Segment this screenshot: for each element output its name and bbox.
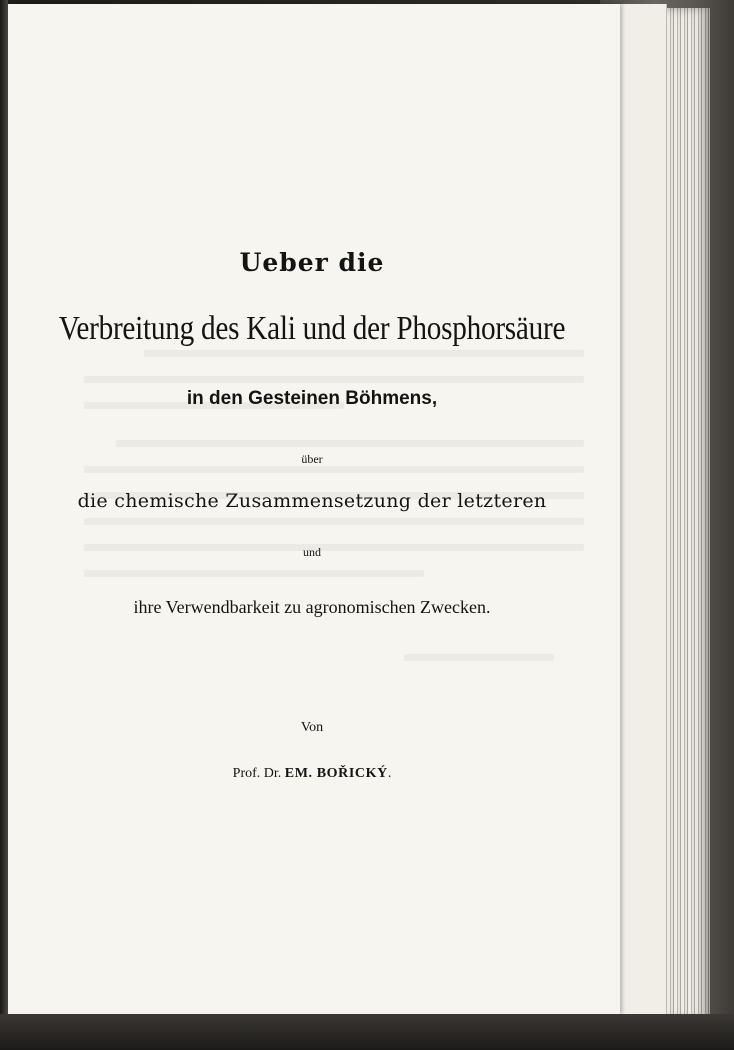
title-line-gesteinen: in den Gesteinen Böhmens,	[186, 388, 438, 409]
connector-und: und	[303, 545, 321, 559]
title-line-ueber-die: Ueber die	[239, 248, 385, 277]
author-name: EM. BOŘICKÝ	[284, 766, 388, 781]
connector-ueber: über	[301, 452, 323, 466]
author-suffix: .	[387, 766, 392, 781]
binding-shadow	[0, 0, 8, 1050]
title-line-verwendbarkeit: ihre Verwendbarkeit zu agronomischen Zwecken.	[133, 597, 491, 617]
underlying-page	[612, 4, 667, 1014]
title-line-verbreitung: Verbreitung des Kali und der Phosphorsäure	[58, 310, 566, 347]
title-page	[4, 4, 620, 1014]
title-line-chemische: die chemische Zusammensetzung der letzteren	[77, 490, 547, 512]
author-line	[4, 766, 620, 782]
bottom-shadow	[0, 1014, 734, 1050]
author-prefix: Prof. Dr.	[232, 766, 285, 781]
byline-von: Von	[300, 720, 324, 735]
